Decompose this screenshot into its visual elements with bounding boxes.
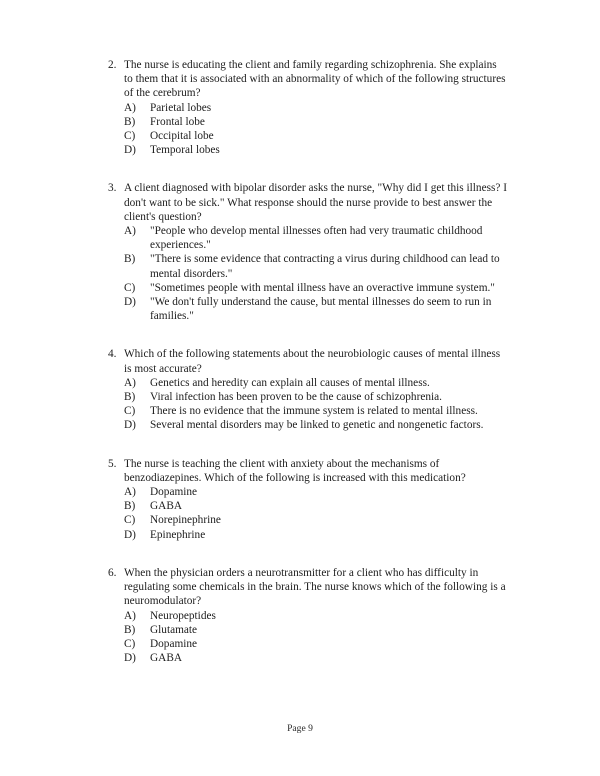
option-letter: B): [124, 115, 136, 128]
question-stem-row: [108, 457, 508, 485]
option-letter: A): [124, 225, 136, 238]
option-letter: C): [124, 405, 136, 418]
option-list: [108, 485, 508, 542]
option-row[interactable]: [124, 637, 508, 651]
option-text: Several mental disorders may be linked to genetic and nongenetic factors.: [150, 419, 484, 432]
option-text: "There is some evidence that contracting a virus during childhood can lead to mental disorders.": [150, 253, 500, 280]
question-stem: Which of the following statements about the neurobiologic causes of mental illness is most accurate?: [124, 348, 501, 375]
option-row[interactable]: [124, 485, 508, 499]
option-text: Epinephrine: [150, 528, 206, 541]
option-text: Glutamate: [150, 623, 198, 636]
question-block: [108, 347, 508, 432]
question-stem: When the physician orders a neurotransmitter for a client who has difficulty in regulating some chemicals in the brain. The nurse knows which of the following is a neuromodulator?: [124, 566, 506, 608]
page-footer: Page 9: [287, 723, 313, 734]
question-number: 2.: [108, 59, 117, 71]
option-text: Neuropeptides: [150, 609, 216, 622]
option-text: "People who develop mental illnesses often had very traumatic childhood experiences.": [150, 225, 483, 252]
option-text: Parietal lobes: [150, 101, 212, 114]
option-letter: B): [124, 253, 136, 266]
option-letter: D): [124, 144, 136, 157]
option-letter: B): [124, 623, 136, 636]
option-list: [108, 101, 508, 158]
option-text: Genetics and heredity can explain all causes of mental illness.: [150, 376, 430, 389]
option-row[interactable]: [124, 281, 508, 295]
option-text: Frontal lobe: [150, 115, 205, 128]
question-number: 6.: [108, 566, 117, 579]
question-number: 3.: [108, 182, 117, 195]
question-stem-row: [108, 347, 508, 375]
question-stem-row: [108, 58, 508, 101]
option-list: [108, 376, 508, 433]
option-letter: C): [124, 130, 136, 143]
option-row[interactable]: [124, 252, 508, 280]
option-text: Dopamine: [150, 637, 198, 650]
question-stem-row: [108, 181, 508, 224]
option-letter: C): [124, 281, 136, 294]
option-row[interactable]: [124, 609, 508, 623]
option-row[interactable]: [124, 129, 508, 143]
option-text: Norepinephrine: [150, 514, 221, 527]
option-row[interactable]: [124, 390, 508, 404]
question-block: [108, 457, 508, 542]
option-letter: A): [124, 486, 136, 499]
question-stem: A client diagnosed with bipolar disorder asks the nurse, "Why did I get this illness? I don't want to be sick." What response should the nurse provide to best answer the client's question?: [124, 182, 507, 223]
option-letter: B): [124, 391, 136, 404]
option-text: "We don't fully understand the cause, but mental illnesses do seem to run in families.": [150, 296, 492, 323]
option-letter: D): [124, 296, 136, 309]
option-letter: D): [124, 419, 136, 432]
option-letter: A): [124, 376, 136, 389]
option-row[interactable]: [124, 295, 508, 323]
option-letter: B): [124, 500, 136, 513]
option-row[interactable]: [124, 101, 508, 115]
option-list: [108, 609, 508, 666]
option-row[interactable]: [124, 528, 508, 542]
option-row[interactable]: [124, 623, 508, 637]
option-letter: C): [124, 514, 136, 527]
option-letter: A): [124, 101, 136, 114]
option-letter: D): [124, 528, 136, 541]
option-row[interactable]: [124, 115, 508, 129]
option-row[interactable]: [124, 376, 508, 390]
option-letter: A): [124, 609, 136, 622]
option-row[interactable]: [124, 418, 508, 432]
option-row[interactable]: [124, 499, 508, 513]
question-block: [108, 566, 508, 665]
question-stem: The nurse is teaching the client with anxiety about the mechanisms of benzodiazepines. Which of the following is increased with this medication?: [124, 457, 466, 484]
option-letter: D): [124, 652, 136, 665]
question-block: [108, 58, 508, 157]
question-number: 4.: [108, 348, 117, 361]
question-stem-row: [108, 566, 508, 609]
option-letter: C): [124, 637, 136, 650]
question-number: 5.: [108, 457, 117, 470]
option-text: There is no evidence that the immune system is related to mental illness.: [150, 405, 478, 418]
question-block: [108, 181, 508, 323]
option-list: [108, 224, 508, 323]
option-text: Viral infection has been proven to be the cause of schizophrenia.: [150, 391, 442, 404]
option-row[interactable]: [124, 143, 508, 157]
option-row[interactable]: [124, 513, 508, 527]
option-text: GABA: [150, 500, 183, 513]
option-text: Occipital lobe: [150, 130, 214, 143]
option-text: Temporal lobes: [150, 144, 220, 157]
option-row[interactable]: [124, 404, 508, 418]
question-list: [108, 58, 508, 689]
option-text: GABA: [150, 652, 183, 665]
question-stem: The nurse is educating the client and family regarding schizophrenia. She explains to them that it is associated with an abnormality of which of the following structures of the cerebrum?: [124, 59, 506, 100]
option-text: "Sometimes people with mental illness have an overactive immune system.": [150, 281, 495, 294]
option-row[interactable]: [124, 224, 508, 252]
option-row[interactable]: [124, 651, 508, 665]
option-text: Dopamine: [150, 486, 198, 499]
